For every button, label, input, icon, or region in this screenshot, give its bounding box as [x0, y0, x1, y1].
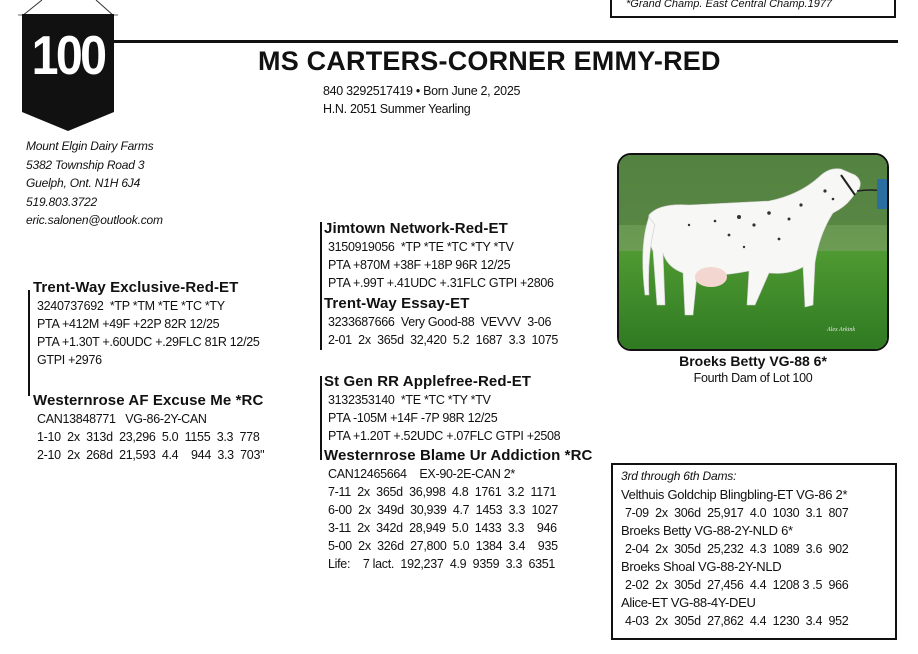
- ancestral-dam-name: Velthuis Goldchip Blingbling-ET VG-86 2*: [621, 487, 848, 502]
- sire-pta-type-line: PTA +1.30T +.60UDC +.29FLC 81R 12/25: [37, 335, 260, 349]
- dam-dam-record-line: 6-00 2x 349d 30,939 4.7 1453 3.3 1027: [328, 503, 559, 517]
- pedigree-bracket-dam-side: [320, 376, 322, 460]
- breeder-city: Guelph, Ont. N1H 6J4: [26, 176, 141, 190]
- animal-name: MS CARTERS-CORNER EMMY-RED: [258, 46, 721, 76]
- ancestral-dams-heading: 3rd through 6th Dams:: [621, 469, 737, 483]
- sire-name: Trent-Way Exclusive-Red-ET: [33, 279, 239, 296]
- dam-dam-lifetime-line: Life: 7 lact. 192,237 4.9 9359 3.3 6351: [328, 557, 556, 571]
- sire-sire-pta-type-line: PTA +.99T +.41UDC +.31FLC GTPI +2806: [328, 276, 554, 290]
- sire-sire-id-line: 3150919056 *TP *TE *TC *TY *TV: [328, 240, 514, 254]
- pedigree-bracket-sire-dam: [28, 290, 30, 396]
- cow-photo-illustration: [619, 155, 887, 349]
- ancestral-dam-record: 2-02 2x 305d 27,456 4.4 1208 3 .5 966: [625, 578, 849, 592]
- ancestral-dam-name: Broeks Betty VG-88-2Y-NLD 6*: [621, 523, 793, 538]
- header-rule: [22, 40, 898, 43]
- animal-id-line: 840 3292517419 • Born June 2, 2025: [323, 84, 521, 98]
- dam-record-line: 2-10 2x 268d 21,593 4.4 944 3.3 703": [37, 448, 265, 462]
- dam-dam-name: Westernrose Blame Ur Addiction *RC: [324, 447, 593, 464]
- dam-sire-name: St Gen RR Applefree-Red-ET: [324, 373, 532, 390]
- sire-dam-id-line: 3233687666 Very Good-88 VEVVV 3-06: [328, 315, 552, 329]
- dam-dam-record-line: 5-00 2x 326d 27,800 5.0 1384 3.4 935: [328, 539, 558, 553]
- sire-dam-record-line: 2-01 2x 365d 32,420 5.2 1687 3.3 1075: [328, 333, 559, 347]
- top-honors-text: *Grand Champ. East Central Champ.1977: [626, 0, 833, 10]
- breeder-phone: 519.803.3722: [26, 194, 98, 209]
- dam-sire-id-line: 3132353140 *TE *TC *TY *TV: [328, 393, 491, 407]
- sire-pta-line: PTA +412M +49F +22P 82R 12/25: [37, 317, 220, 331]
- dam-sire-pta-line: PTA -105M +14F -7P 98R 12/25: [328, 411, 498, 425]
- pedigree-bracket-sire-side: [320, 222, 322, 350]
- photo-caption-sub: Fourth Dam of Lot 100: [693, 371, 813, 385]
- top-honors-box: [610, 0, 896, 18]
- sire-dam-block: [324, 295, 558, 349]
- lot-number: 100: [31, 24, 105, 86]
- dam-id-line: CAN13848771 VG-86-2Y-CAN: [37, 412, 207, 426]
- dam-dam-record-line: 7-11 2x 365d 36,998 4.8 1761 3.2 1171: [328, 485, 557, 499]
- sire-sire-name: Jimtown Network-Red-ET: [324, 220, 508, 237]
- ancestral-dam-record: 4-03 2x 305d 27,862 4.4 1230 3.4 952: [625, 614, 849, 628]
- ancestral-dam-name: Alice-ET VG-88-4Y-DEU: [621, 595, 756, 610]
- sire-block: [33, 279, 260, 369]
- breeder-email: eric.salonen@outlook.com: [26, 213, 163, 227]
- breeder-farm: Mount Elgin Dairy Farms: [26, 139, 154, 153]
- dam-block: [33, 392, 264, 464]
- dam-dam-record-line: 3-11 2x 342d 28,949 5.0 1433 3.3 946: [328, 521, 557, 535]
- dam-name: Westernrose AF Excuse Me *RC: [33, 392, 264, 409]
- dam-record-line: 1-10 2x 313d 23,296 5.0 1155 3.3 778: [37, 430, 260, 444]
- dam-dam-block: [324, 447, 592, 573]
- dam-dam-id-line: CAN12465664 EX-90-2E-CAN 2*: [328, 467, 515, 481]
- ancestral-dam-record: 2-04 2x 305d 25,232 4.3 1089 3.6 902: [625, 542, 849, 556]
- breeder-info: [26, 137, 163, 230]
- cow-photo: [617, 153, 889, 351]
- sire-dam-name: Trent-Way Essay-ET: [324, 295, 470, 312]
- sire-sire-pta-line: PTA +870M +38F +18P 96R 12/25: [328, 258, 511, 272]
- photo-watermark: Alex Arkink: [827, 327, 856, 333]
- animal-hn-line: H.N. 2051 Summer Yearling: [323, 102, 471, 116]
- dam-sire-pta-type-line: PTA +1.20T +.52UDC +.07FLC GTPI +2508: [328, 429, 561, 443]
- ancestral-dam-name: Broeks Shoal VG-88-2Y-NLD: [621, 559, 782, 574]
- photo-caption: [617, 353, 889, 385]
- sire-id-line: 3240737692 *TP *TM *TE *TC *TY: [37, 299, 225, 313]
- dam-sire-block: [324, 373, 560, 445]
- ancestral-dams-box: [611, 463, 897, 640]
- breeder-address: 5382 Township Road 3: [26, 157, 145, 172]
- ancestral-dam-record: 7-09 2x 306d 25,917 4.0 1030 3.1 807: [625, 506, 849, 520]
- sire-sire-block: [324, 220, 554, 292]
- animal-id-block: [323, 82, 520, 118]
- sire-gtpi-line: GTPI +2976: [37, 353, 102, 367]
- photo-caption-name: Broeks Betty VG-88 6*: [679, 353, 827, 369]
